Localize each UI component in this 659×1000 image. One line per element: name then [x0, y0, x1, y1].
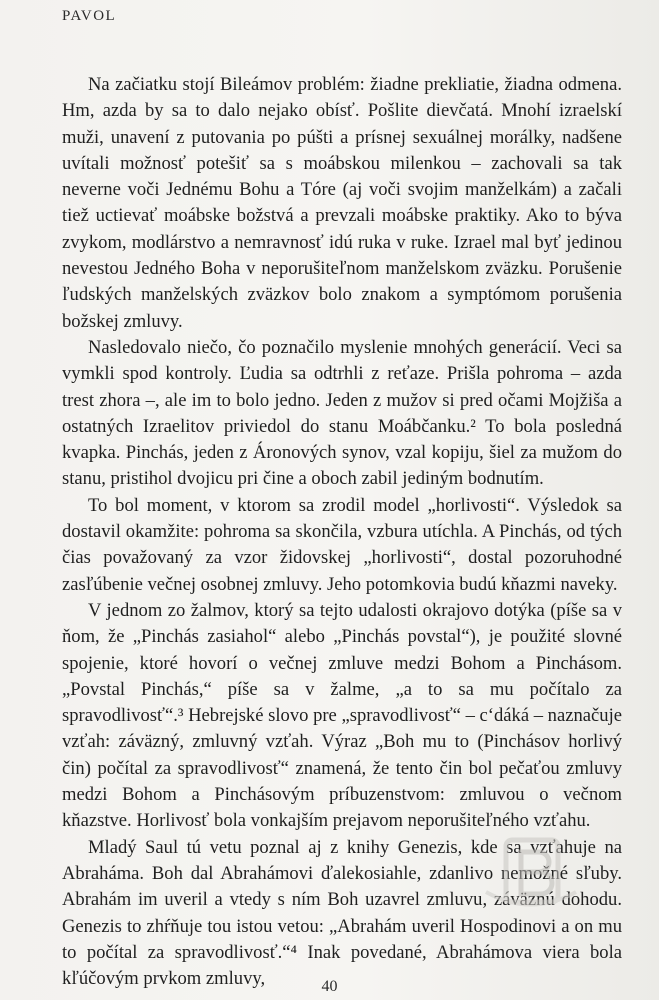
paragraph-1: Na začiatku stojí Bileámov problém: žiadne prekliatie, žiadna odmena. Hm, azda by sa to dalo nejako obísť. Pošlite dievčatá. Mnohí izraelskí muži, unavení z putovania po púšti a prísnej sexuálnej morálky, nadšene uvítali možnosť potešiť sa s moábskou milenkou – zachovali sa tak neverne voči Jednému Bohu a Tóre (aj voči svojim manželkám) a začali tiež uctievať moábske božstvá a prevzali moábske praktiky. Ako to býva zvykom, modlárstvo a nemravnosť idú ruka v ruke. Izrael mal byť jedinou nevestou Jedného Boha v neporušiteľnom manželskom zväzku. Porušenie ľudských manželských zväzkov bolo znakom a symptómom porušenia božskej zmluvy.	[62, 74, 622, 332]
paragraph-2: Nasledovalo niečo, čo poznačilo myslenie mnohých generácií. Veci sa vymkli spod kontroly. Ľudia sa odtrhli z reťaze. Prišla pohroma – azda trest zhora –, ale im to bolo jedno. Jeden z mužov si pred očami Mojžiša a ostatných Izraelitov priviedol do stanu Moábčanku.² To bola posledná kvapka. Pinchás, jeden z Áronových synov, vzal kopiju, šiel za mužom do stanu, pristihol dvojicu pri čine a oboch zabil jediným bodnutím.	[62, 336, 622, 490]
paragraph-5: Mladý Saul tú vetu poznal aj z knihy Genezis, kde sa vzťahuje na Abraháma. Boh dal Abrahámovi ďalekosiahle, zdanlivo nemožné sľuby. Abrahám im uveril a vtedy s ním Boh uzavrel zmluvu, záväznú dohodu. Genezis to zhŕňuje tou istou vetou: „Abrahám uveril Hospodinovi a on mu to počítal za spravodlivosť.“⁴ Inak povedané, Abrahámova viera bola kľúčovým prvkom zmluvy,	[62, 836, 622, 990]
paragraph-3: To bol moment, v ktorom sa zrodil model „horlivosti“. Výsledok sa dostavil okamžite: pohroma sa skončila, vzbura utíchla. A Pinchás, od tých čias považovaný za vzor židovskej „horlivosti“, dostal pozoruhodné zasľúbenie večnej osobnej zmluvy. Jeho potomkovia budú kňazmi naveky.	[62, 494, 622, 595]
paragraph-4: V jednom zo žalmov, ktorý sa tejto udalosti okrajovo dotýka (píše sa v ňom, že „Pinchás zasiahol“ alebo „Pinchás povstal“), je použité slovné spojenie, ktoré hovorí o večnej zmluve medzi Bohom a Pinchásom. „Povstal Pinchás,“ píše sa v žalme, „a to sa mu počítalo za spravodlivosť“.³ Hebrejské slovo pre „spravodlivosť“ – c‘dáká – naznačuje vzťah: záväzný, zmluvný vzťah. Výraz „Boh mu to (Pinchásov horlivý čin) počítal za spravodlivosť“ znamená, že tento čin bol pečaťou zmluvy medzi Bohom a Pinchásovým príbuzenstvom: zmluvou o večnom kňazstve. Horlivosť bola vonkajším prejavom neporušiteľného vzťahu.	[62, 599, 622, 832]
running-head: PAVOL	[62, 8, 117, 24]
page-number: 40	[321, 978, 338, 995]
publisher-watermark-icon	[476, 822, 586, 917]
